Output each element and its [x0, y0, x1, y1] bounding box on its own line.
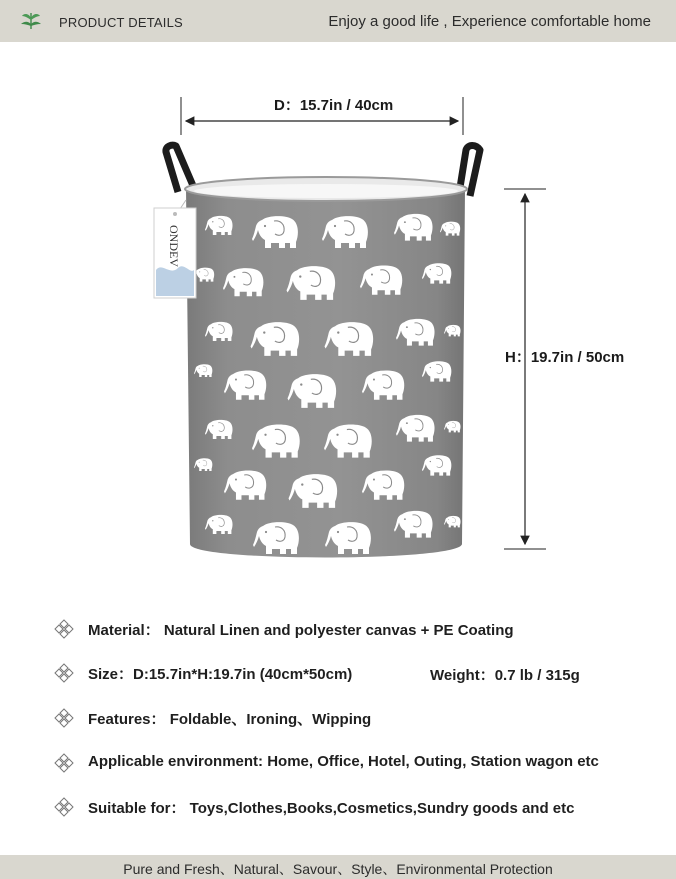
diamond-cluster-icon: [54, 753, 74, 773]
tag-brand-text: ONDEV: [167, 225, 181, 267]
spec-suitable-text: Suitable for： Toys,Clothes,Books,Cosmetics,Sundry goods and etc: [88, 800, 575, 817]
diameter-label: D：15.7in / 40cm: [274, 97, 394, 114]
spec-environment-text: Applicable environment: Home, Office, Hotel, Outing, Station wagon etc: [88, 753, 599, 770]
hang-tag: [154, 200, 196, 298]
spec-size-text: Size：D:15.7in*H:19.7in (40cm*50cm): [88, 666, 353, 683]
footer-bar: [0, 855, 676, 879]
diamond-cluster-icon: [54, 708, 74, 728]
diamond-cluster-icon: [54, 663, 74, 683]
spec-material-text: Material： Natural Linen and polyester canvas + PE Coating: [88, 622, 514, 639]
header-slogan: Enjoy a good life , Experience comfortable home: [328, 13, 651, 30]
page-title: PRODUCT DETAILS: [59, 15, 183, 30]
height-label: H：19.7in / 50cm: [505, 349, 625, 366]
spec-features-text: Features： Foldable、Ironing、Wipping: [88, 711, 372, 728]
spec-weight-text: Weight：0.7 lb / 315g: [430, 667, 580, 684]
diamond-cluster-icon: [54, 619, 74, 639]
diamond-cluster-icon: [54, 797, 74, 817]
footer-text: Pure and Fresh、Natural、Savour、Style、Environmental Protection: [123, 861, 553, 877]
